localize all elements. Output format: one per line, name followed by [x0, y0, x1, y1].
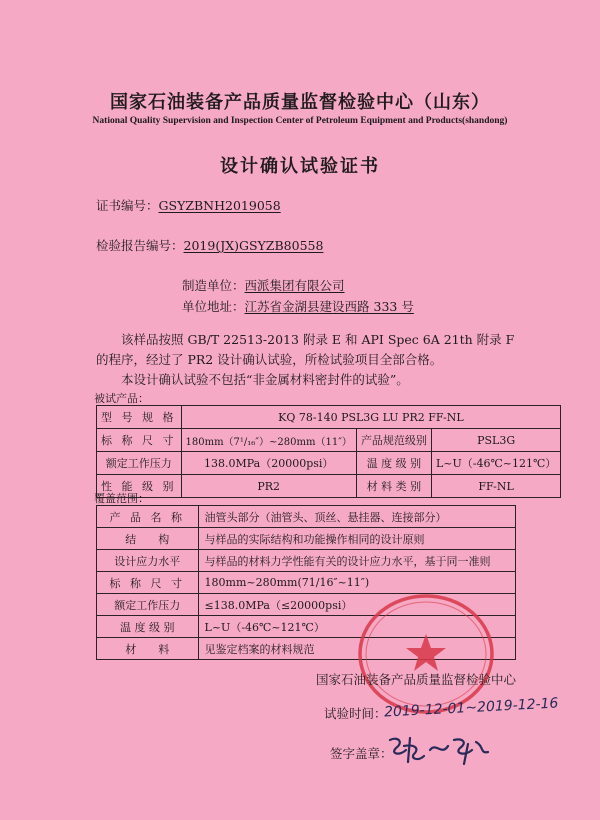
handwritten-signature-icon [384, 732, 494, 768]
row-label: 温 度 级 别 [97, 616, 199, 638]
row-label: 性 能 级 别 [97, 475, 182, 498]
table-row [97, 506, 516, 528]
paragraph-exclusion: 本设计确认试验不包括“非金属材料密封件的试验”。 [121, 372, 409, 387]
material-class-value: FF-NL [431, 475, 560, 498]
row-label: 产 品 名 称 [97, 506, 199, 528]
row-value: 与样品的实际结构和功能操作相同的设计原则 [198, 528, 515, 550]
row-label: 标 称 尺 寸 [97, 572, 199, 594]
row-value: L~U（-46℃~121℃） [198, 616, 515, 638]
report-number-label: 检验报告编号： [96, 238, 184, 253]
table-row [97, 528, 516, 550]
certificate-number-line [96, 196, 281, 214]
row-label: 额定工作压力 [97, 594, 199, 616]
manufacturer-label: 制造单位： [182, 278, 245, 293]
row-label: 型 号 规 格 [97, 406, 182, 429]
manufacturer-line [182, 276, 345, 294]
model-value: KQ 78-140 PSL3G LU PR2 FF-NL [181, 406, 561, 429]
manufacturer-value: 西派集团有限公司 [244, 278, 345, 293]
table-row [97, 406, 561, 429]
row-label: 产品规范级别 [356, 429, 431, 452]
table-row [97, 550, 516, 572]
address-label: 单位地址： [182, 299, 245, 314]
header-title-cn: 国家石油装备产品质量监督检验中心（山东） [110, 92, 490, 113]
tested-product-label: 被试产品： [94, 392, 149, 405]
signature-label: 签字盖章： [330, 746, 393, 761]
certificate-title: 设计确认试验证书 [220, 156, 380, 177]
tested-product-table [96, 405, 561, 498]
performance-value: PR2 [181, 475, 356, 498]
table-row [97, 475, 561, 498]
table-row [97, 452, 561, 475]
issuer-name: 国家石油装备产品质量监督检验中心 [316, 672, 517, 687]
certificate-number-label: 证书编号： [96, 198, 159, 213]
psl-value: PSL3G [431, 429, 560, 452]
row-label: 材 料 [97, 638, 199, 660]
row-label: 材 料 类 别 [356, 475, 431, 498]
row-label: 标 称 尺 寸 [97, 429, 182, 452]
row-value: 见鉴定档案的材料规范 [198, 638, 515, 660]
temperature-value: L~U（-46℃~121℃） [431, 452, 560, 475]
row-value: 油管头部分（油管头、顶丝、悬挂器、连接部分） [198, 506, 515, 528]
report-number: 2019(JX)GSYZB80558 [183, 238, 324, 253]
body-text [96, 330, 526, 390]
test-time-label: 试验时间： [324, 706, 387, 721]
row-label: 设计应力水平 [97, 550, 199, 572]
address-line [182, 297, 414, 315]
row-label: 结 构 [97, 528, 199, 550]
table-row [97, 429, 561, 452]
test-time-value: 2019-12-01~2019-12-16 [383, 695, 559, 721]
header-title-en: National Quality Supervision and Inspection Center of Petroleum Equipment and Products(shandong) [92, 116, 508, 126]
report-number-line [96, 236, 323, 254]
certificate-number: GSYZBNH2019058 [158, 198, 281, 213]
row-value: ≤138.0MPa（≤20000psi） [198, 594, 515, 616]
pressure-value: 138.0MPa（20000psi） [181, 452, 356, 475]
coverage-label: 覆盖范围： [94, 492, 149, 505]
paragraph-test-result: 该样品按照 GB/T 22513-2013 附录 E 和 API Spec 6A 21th 附录 F 的程序，经过了 PR2 设计确认试验，所检试验项目全部合格。 [96, 332, 515, 367]
row-value: 180mm~280mm(71/16″~11″) [198, 572, 515, 594]
row-label: 温 度 级 别 [356, 452, 431, 475]
address-value: 江苏省金湖县建设西路 333 号 [244, 299, 414, 314]
nominal-size-value: 180mm（7¹/₁₆″）~280mm（11″） [181, 429, 356, 452]
row-value: 与样品的材料力学性能有关的设计应力水平，基于同一准则 [198, 550, 515, 572]
row-label: 额定工作压力 [97, 452, 182, 475]
